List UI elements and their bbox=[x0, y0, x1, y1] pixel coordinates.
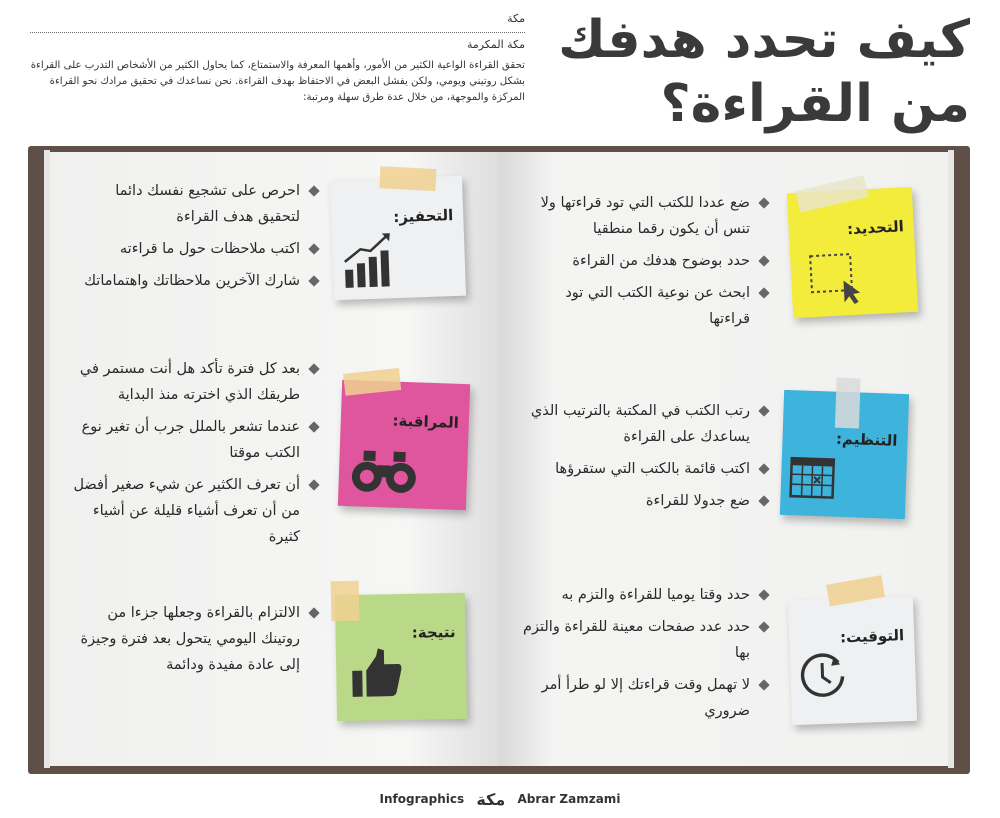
calendar-icon bbox=[788, 454, 836, 500]
clock-icon bbox=[798, 650, 848, 700]
note-muraqaba bbox=[338, 380, 470, 510]
note-tahdid bbox=[787, 187, 918, 318]
list-item: ضع عددا للكتب التي تود قراءتها ولا تنس أن يكون رقما منطقيا bbox=[520, 190, 770, 242]
list-item: احرص على تشجيع نفسك دائما لتحقيق هدف القراءة bbox=[70, 178, 320, 230]
list-item: أن تعرف الكثير عن شيء صغير أفضل من أن تعرف أشياء قليلة عن أشياء كثيرة bbox=[70, 472, 320, 550]
list-tanzim bbox=[520, 398, 770, 520]
binoculars-icon bbox=[350, 448, 418, 496]
thumbs-up-icon bbox=[350, 646, 405, 701]
source-sublabel: مكة المكرمة bbox=[466, 38, 525, 51]
note-tanzim bbox=[780, 390, 909, 519]
note-label: المراقبة: bbox=[392, 411, 460, 432]
list-tawqit bbox=[520, 582, 770, 730]
list-natija bbox=[70, 600, 320, 684]
note-label: التحديد: bbox=[846, 217, 905, 239]
note-natija bbox=[335, 593, 467, 721]
cursor-selection-icon bbox=[806, 249, 869, 307]
tape bbox=[835, 378, 861, 429]
tape bbox=[379, 166, 436, 191]
source-label: مكة bbox=[507, 12, 525, 25]
tape bbox=[331, 581, 360, 621]
list-item: لا تهمل وقت قراءتك إلا لو طرأ أمر ضروري bbox=[520, 672, 770, 724]
list-tahfiz bbox=[70, 178, 320, 300]
list-item: حدد وقتا يوميا للقراءة والتزم به bbox=[520, 582, 770, 608]
list-item: رتب الكتب في المكتبة بالترتيب الذي يساعدك على القراءة bbox=[520, 398, 770, 450]
list-item: عندما تشعر بالملل جرب أن تغير نوع الكتب موقتا bbox=[70, 414, 320, 466]
list-muraqaba bbox=[70, 356, 320, 556]
footer-author: Abrar Zamzami bbox=[517, 792, 621, 806]
note-label: نتيجة: bbox=[411, 623, 456, 642]
note-tawqit bbox=[788, 596, 917, 725]
footer-left-label: Infographics bbox=[379, 792, 465, 806]
list-item: حدد عدد صفحات معينة للقراءة والتزم بها bbox=[520, 614, 770, 666]
growth-chart-icon bbox=[340, 230, 400, 290]
list-item: حدد بوضوح هدفك من القراءة bbox=[520, 248, 770, 274]
list-item: ابحث عن نوعية الكتب التي تود قراءتها bbox=[520, 280, 770, 332]
list-item: شارك الآخرين ملاحظاتك واهتماماتك bbox=[70, 268, 320, 294]
note-label: التحفيز: bbox=[392, 206, 454, 227]
note-label: التوقيت: bbox=[839, 626, 905, 647]
note-label: التنظيم: bbox=[835, 429, 898, 450]
list-item: اكتب ملاحظات حول ما قراءته bbox=[70, 236, 320, 262]
footer-credit bbox=[0, 790, 1000, 809]
page-title: كيف تحدد هدفك من القراءة؟ bbox=[558, 10, 970, 134]
list-tahdid bbox=[520, 190, 770, 338]
tape bbox=[343, 368, 401, 396]
divider bbox=[30, 32, 525, 33]
note-tahfiz bbox=[330, 176, 466, 301]
list-item: ضع جدولا للقراءة bbox=[520, 488, 770, 514]
list-item: بعد كل فترة تأكد هل أنت مستمر في طريقك الذي اخترته منذ البداية bbox=[70, 356, 320, 408]
list-item: اكتب قائمة بالكتب التي ستقرؤها bbox=[520, 456, 770, 482]
intro-text: تحقق القراءة الواعية الكثير من الأمور، وأهمها المعرفة والاستمتاع، كما يحاول الكثير من الأشخاص التدرب على القراءة بشكل روتيني ويومي، ولكن يفشل البعض في الاحتفاظ بهدف القراءة. نحن نساعدك في تحقيق مرادك نحو القراءة المركزة والموجهة، من خلال عدة طرق سهلة ومرتبة: bbox=[30, 60, 525, 103]
list-item: الالتزام بالقراءة وجعلها جزءا من روتينك اليومي يتحول بعد فترة وجيزة إلى عادة مفيدة ودائمة bbox=[70, 600, 320, 678]
page-edge-right bbox=[948, 150, 954, 768]
makkah-logo: مكة bbox=[476, 790, 506, 809]
